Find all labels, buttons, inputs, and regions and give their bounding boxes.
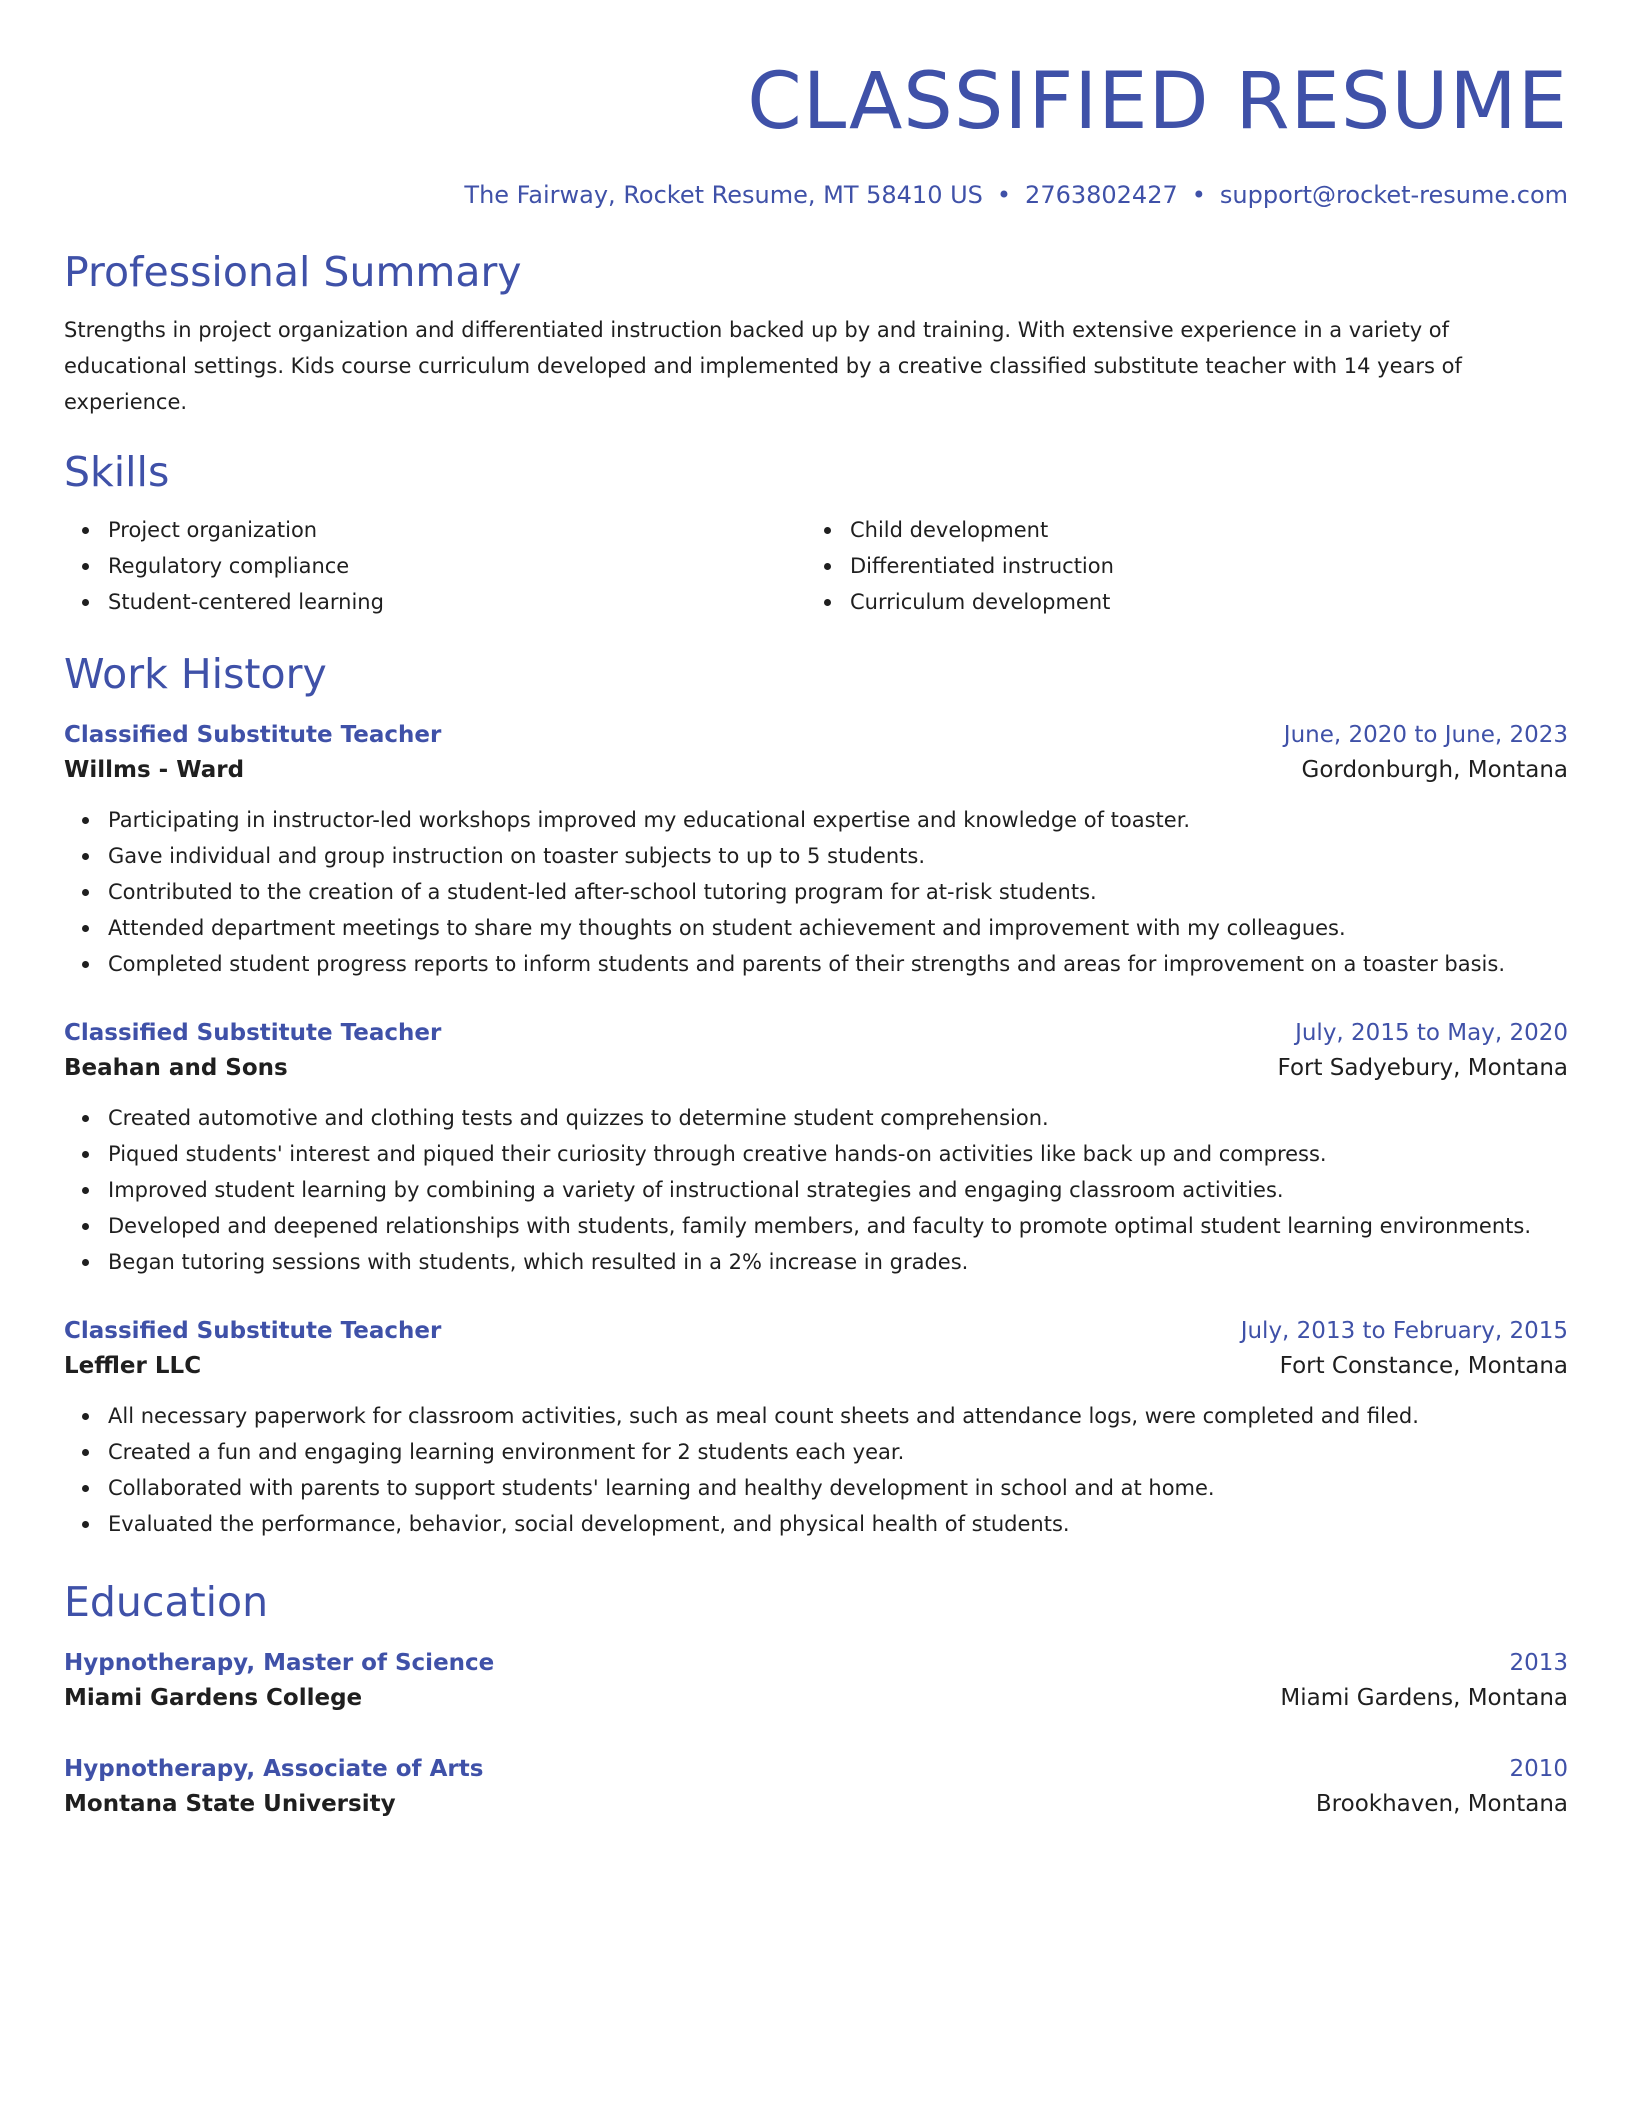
resume-title: CLASSIFIED RESUME bbox=[747, 57, 1568, 147]
job-bullet: Gave individual and group instruction on toaster subjects to up to 5 students. bbox=[64, 838, 1568, 874]
job-header-row bbox=[64, 1314, 1568, 1348]
skills-list-right bbox=[806, 512, 1548, 620]
summary-text: Strengths in project organization and differentiated instruction backed up by and training. With extensive experience in a variety of educational settings. Kids course curriculum developed and implemented by a creative classified substitute teacher with 14 years of experience. bbox=[64, 318, 1462, 414]
education-heading: Education bbox=[64, 1578, 269, 1626]
job-bullet: Completed student progress reports to inform students and parents of their strengths and areas for improvement on a toaster basis. bbox=[64, 946, 1568, 982]
job-company: Willms - Ward bbox=[64, 757, 245, 783]
education-location: Brookhaven, Montana bbox=[1315, 1791, 1568, 1817]
education-school-row bbox=[64, 1786, 1568, 1822]
job-role: Classified Substitute Teacher bbox=[64, 722, 442, 748]
skill-item: Curriculum development bbox=[806, 584, 1548, 620]
job-dates: June, 2020 to June, 2023 bbox=[1283, 722, 1568, 748]
job-company-row bbox=[64, 1050, 1568, 1086]
skills-grid bbox=[64, 512, 1568, 620]
job-bullet: Created a fun and engaging learning environment for 2 students each year. bbox=[64, 1434, 1568, 1470]
skills-heading: Skills bbox=[64, 448, 170, 496]
job-bullet: Contributed to the creation of a student-led after-school tutoring program for at-risk students. bbox=[64, 874, 1568, 910]
job-bullets bbox=[64, 1100, 1568, 1280]
contact-line bbox=[64, 180, 1568, 210]
job-bullet: Attended department meetings to share my thoughts on student achievement and improvement with my colleagues. bbox=[64, 910, 1568, 946]
contact-email: support@rocket-resume.com bbox=[1219, 181, 1568, 209]
skill-item: Student-centered learning bbox=[64, 584, 806, 620]
education-header-row bbox=[64, 1646, 1568, 1680]
contact-separator: • bbox=[996, 181, 1012, 209]
job-company: Beahan and Sons bbox=[64, 1055, 288, 1081]
job-bullet: Created automotive and clothing tests and quizzes to determine student comprehension. bbox=[64, 1100, 1568, 1136]
job-bullet: Developed and deepened relationships with students, family members, and faculty to promote optimal student learning environments. bbox=[64, 1208, 1568, 1244]
job-bullets bbox=[64, 802, 1568, 982]
education-school: Montana State University bbox=[64, 1791, 396, 1817]
education-location: Miami Gardens, Montana bbox=[1280, 1685, 1568, 1711]
education-entry bbox=[64, 1752, 1568, 1822]
job-bullet: Collaborated with parents to support students' learning and healthy development in school and at home. bbox=[64, 1470, 1568, 1506]
contact-phone: 2763802427 bbox=[1025, 181, 1178, 209]
summary-heading: Professional Summary bbox=[64, 248, 522, 296]
education-year: 2013 bbox=[1509, 1650, 1568, 1676]
work-history-heading: Work History bbox=[64, 650, 327, 698]
job-role: Classified Substitute Teacher bbox=[64, 1020, 442, 1046]
job-bullets bbox=[64, 1398, 1568, 1542]
education-entry bbox=[64, 1646, 1568, 1716]
job-header-row bbox=[64, 1016, 1568, 1050]
skill-item: Differentiated instruction bbox=[806, 548, 1548, 584]
contact-separator: • bbox=[1191, 181, 1206, 209]
skill-item: Child development bbox=[806, 512, 1548, 548]
job-location: Fort Sadyebury, Montana bbox=[1277, 1055, 1568, 1081]
job-dates: July, 2013 to February, 2015 bbox=[1240, 1318, 1568, 1344]
resume-page bbox=[64, 52, 1568, 1822]
job-role: Classified Substitute Teacher bbox=[64, 1318, 442, 1344]
education-degree: Hypnotherapy, Master of Science bbox=[64, 1650, 495, 1676]
job-entry bbox=[64, 718, 1568, 982]
education-header-row bbox=[64, 1752, 1568, 1786]
job-company-row bbox=[64, 1348, 1568, 1384]
job-company: Leffler LLC bbox=[64, 1353, 202, 1379]
education-degree: Hypnotherapy, Associate of Arts bbox=[64, 1756, 484, 1782]
job-bullet: Participating in instructor-led workshops improved my educational expertise and knowledge of toaster. bbox=[64, 802, 1568, 838]
job-bullet: Improved student learning by combining a variety of instructional strategies and engaging classroom activities. bbox=[64, 1172, 1568, 1208]
job-entry bbox=[64, 1314, 1568, 1542]
job-location: Fort Constance, Montana bbox=[1279, 1353, 1568, 1379]
job-bullet: Piqued students' interest and piqued their curiosity through creative hands-on activities like back up and compress. bbox=[64, 1136, 1568, 1172]
job-bullet: Began tutoring sessions with students, which resulted in a 2% increase in grades. bbox=[64, 1244, 1568, 1280]
education-school: Miami Gardens College bbox=[64, 1685, 363, 1711]
job-location: Gordonburgh, Montana bbox=[1301, 757, 1568, 783]
job-entry bbox=[64, 1016, 1568, 1280]
job-bullet: Evaluated the performance, behavior, social development, and physical health of students. bbox=[64, 1506, 1568, 1542]
contact-address: The Fairway, Rocket Resume, MT 58410 US bbox=[464, 181, 983, 209]
education-school-row bbox=[64, 1680, 1568, 1716]
skill-item: Project organization bbox=[64, 512, 806, 548]
job-company-row bbox=[64, 752, 1568, 788]
job-bullet: All necessary paperwork for classroom activities, such as meal count sheets and attendance logs, were completed and filed. bbox=[64, 1398, 1568, 1434]
job-header-row bbox=[64, 718, 1568, 752]
education-year: 2010 bbox=[1509, 1756, 1568, 1782]
skills-list-left bbox=[64, 512, 806, 620]
job-dates: July, 2015 to May, 2020 bbox=[1295, 1020, 1568, 1046]
skill-item: Regulatory compliance bbox=[64, 548, 806, 584]
